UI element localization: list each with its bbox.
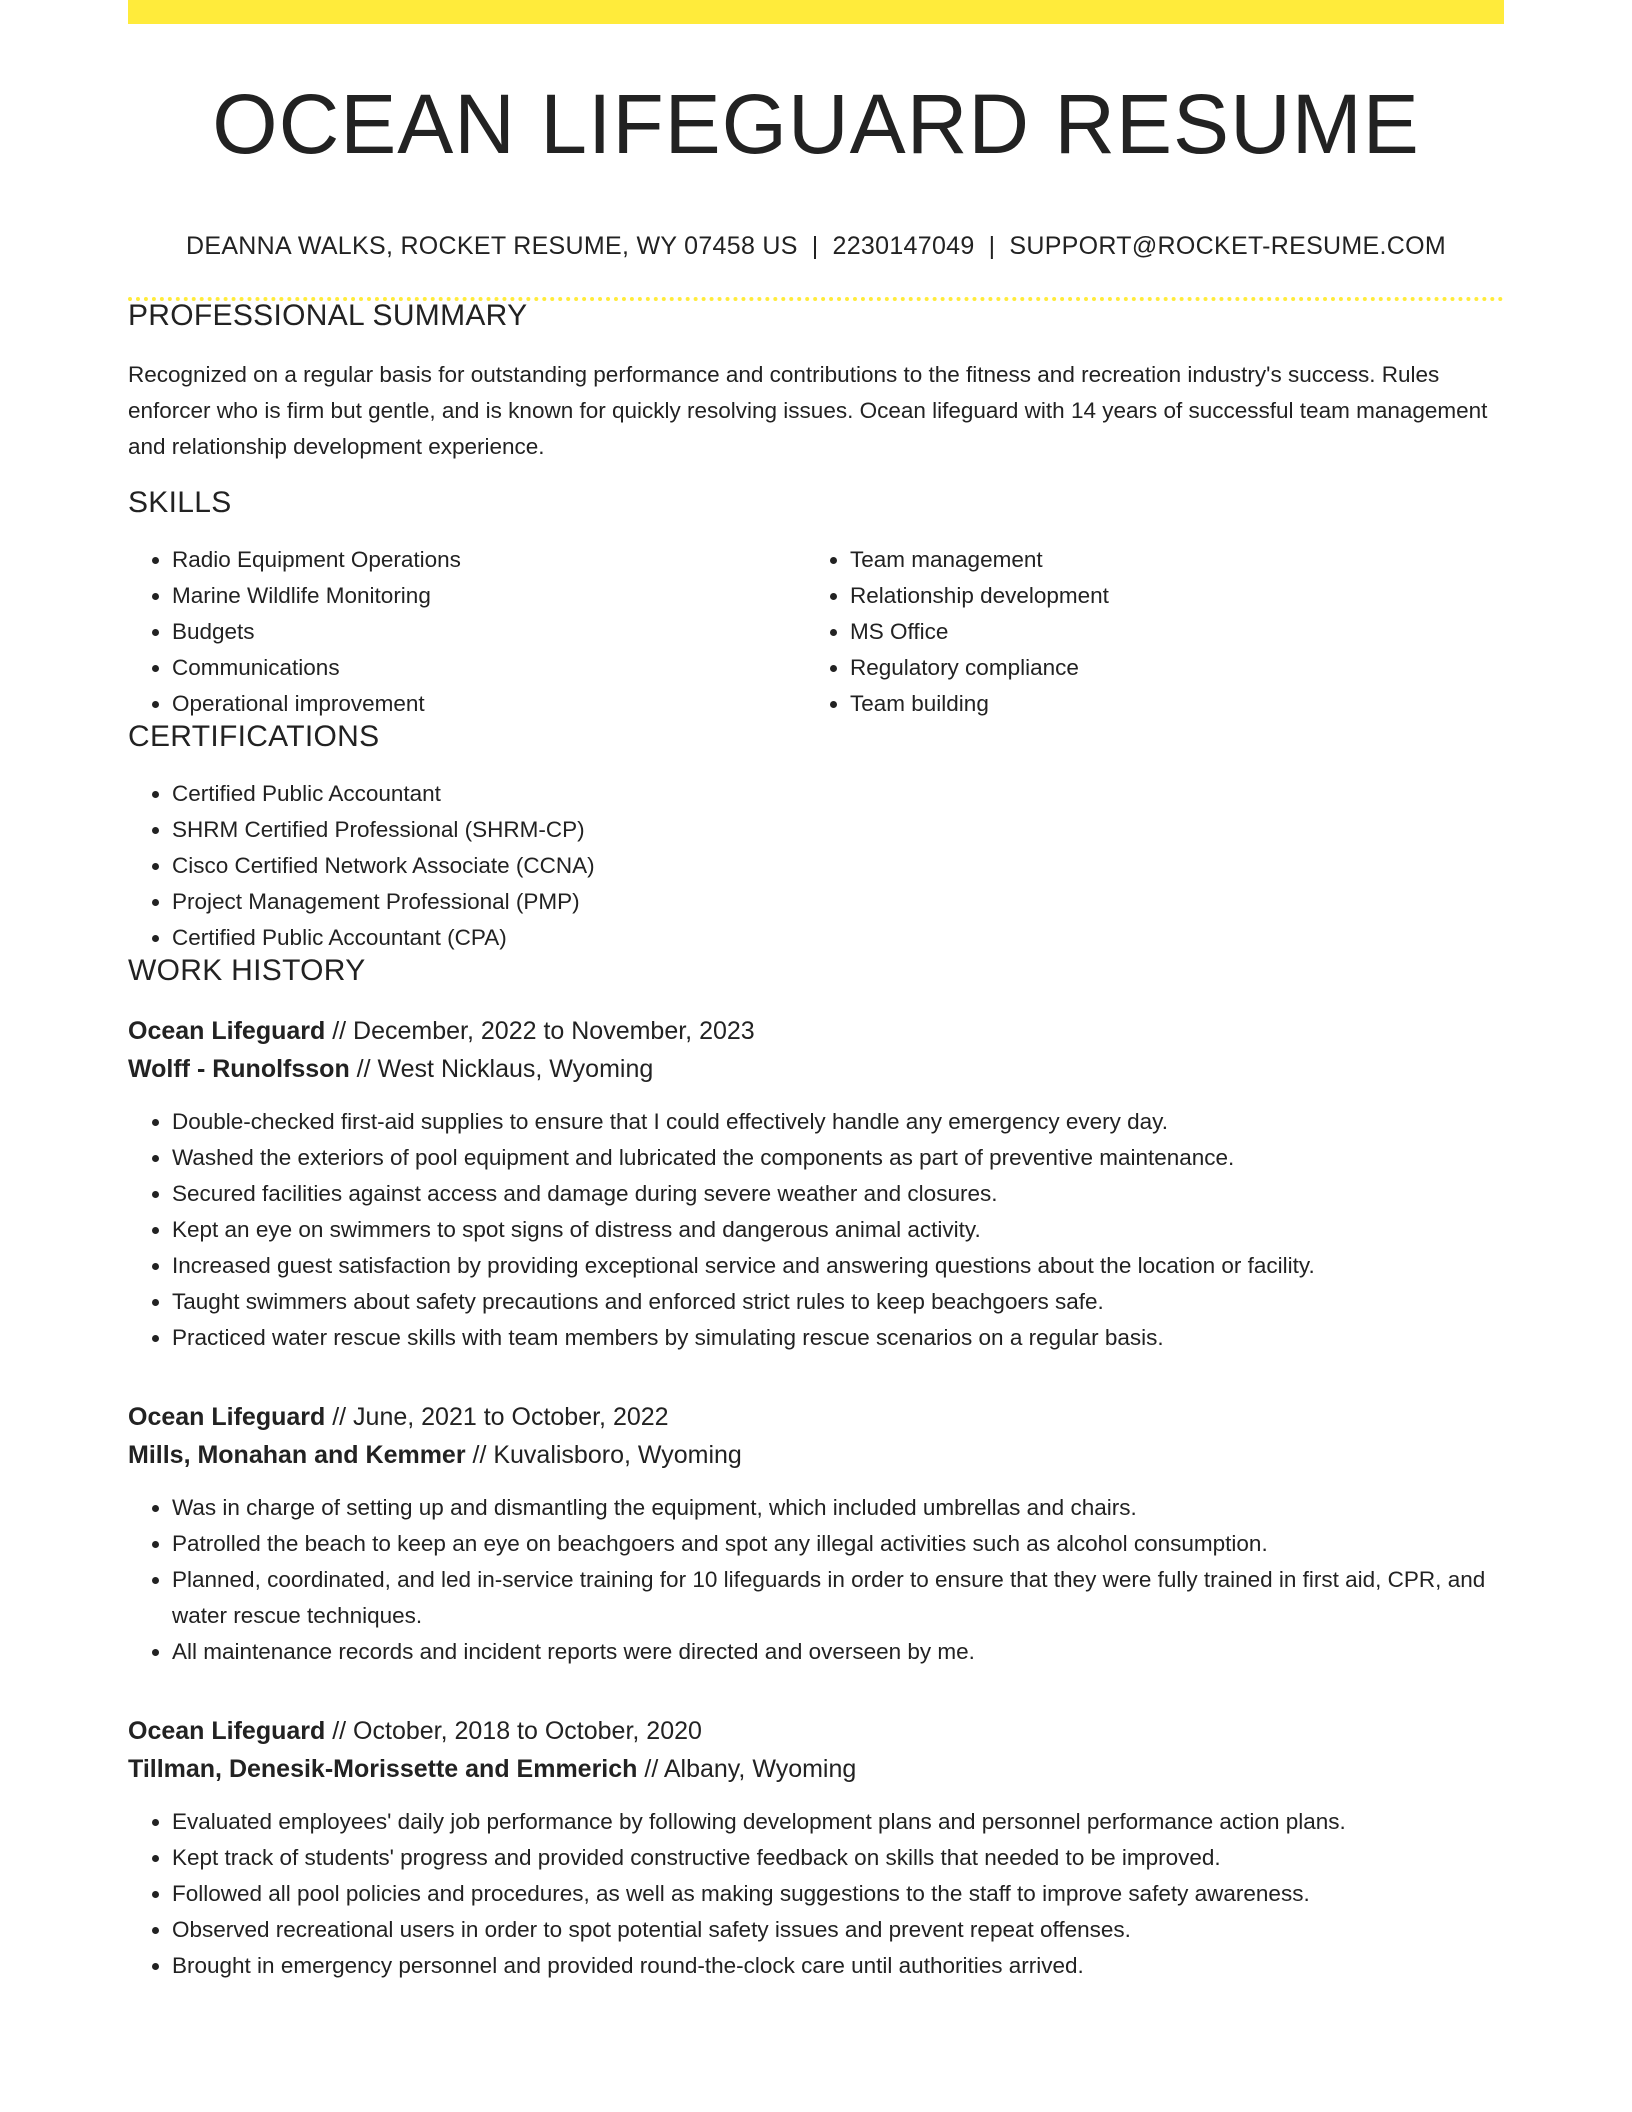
resume-page	[128, 0, 1504, 1984]
job-bullet: • Patrolled the beach to keep an eye on beachgoers and spot any illegal activities such as alcohol consumption.	[172, 1526, 1504, 1562]
summary-heading: PROFESSIONAL SUMMARY	[128, 299, 528, 332]
job-location: // West Nicklaus, Wyoming	[349, 1054, 654, 1083]
job-bullet-list	[128, 1490, 1504, 1670]
job-bullet: • Kept an eye on swimmers to spot signs of distress and dangerous animal activity.	[172, 1212, 1504, 1248]
certification-item: • SHRM Certified Professional (SHRM-CP)	[172, 812, 1504, 848]
skill-item: • Communications	[172, 650, 806, 686]
skills-list-left	[128, 542, 806, 722]
skills-columns	[128, 542, 1504, 722]
job-company-line	[128, 1436, 1504, 1474]
job-location: // Albany, Wyoming	[637, 1754, 857, 1783]
certifications-heading: CERTIFICATIONS	[128, 719, 380, 753]
job-title: Ocean Lifeguard	[128, 1716, 326, 1745]
job-bullet-list	[128, 1104, 1504, 1356]
job-title: Ocean Lifeguard	[128, 1016, 326, 1045]
skill-item: • Operational improvement	[172, 686, 806, 722]
contact-email: SUPPORT@ROCKET-RESUME.COM	[1009, 232, 1446, 260]
job-location: // Kuvalisboro, Wyoming	[465, 1440, 742, 1469]
job-company-line	[128, 1750, 1504, 1788]
job-bullet-list	[128, 1804, 1504, 1984]
certifications-list	[128, 776, 1504, 956]
contact-separator: |	[988, 232, 996, 260]
contact-phone: 2230147049	[832, 232, 975, 260]
certification-item: • Certified Public Accountant (CPA)	[172, 920, 1504, 956]
skill-item: • Team building	[850, 686, 1484, 722]
skill-item: • Regulatory compliance	[850, 650, 1484, 686]
skill-item: • Relationship development	[850, 578, 1484, 614]
job-company: Tillman, Denesik-Morissette and Emmerich	[128, 1754, 638, 1783]
skill-item: • Radio Equipment Operations	[172, 542, 806, 578]
contact-separator: |	[811, 232, 819, 260]
job-title-line	[128, 1398, 1504, 1436]
job-title-line	[128, 1712, 1504, 1750]
job-dates: // June, 2021 to October, 2022	[325, 1402, 669, 1431]
job-bullet: • Taught swimmers about safety precautions and enforced strict rules to keep beachgoers safe.	[172, 1284, 1504, 1320]
job-bullet: • Was in charge of setting up and dismantling the equipment, which included umbrellas and chairs.	[172, 1490, 1504, 1526]
job-company: Mills, Monahan and Kemmer	[128, 1440, 466, 1469]
job-dates: // December, 2022 to November, 2023	[325, 1016, 755, 1045]
work-history-heading: WORK HISTORY	[128, 953, 366, 987]
job-entry	[128, 1012, 1504, 1356]
accent-top-bar	[128, 0, 1504, 24]
summary-text: Recognized on a regular basis for outstanding performance and contributions to the fitness and recreation industry's success. Rules enforcer who is firm but gentle, and is known for quickly resolving issues. Ocean lifeguard with 14 years of successful team management and relationship development experience.	[128, 362, 1488, 459]
certification-item: • Project Management Professional (PMP)	[172, 884, 1504, 920]
certification-item: • Certified Public Accountant	[172, 776, 1504, 812]
job-dates: // October, 2018 to October, 2020	[325, 1716, 702, 1745]
job-bullet: • Secured facilities against access and damage during severe weather and closures.	[172, 1176, 1504, 1212]
job-bullet: • Practiced water rescue skills with team members by simulating rescue scenarios on a regular basis.	[172, 1320, 1504, 1356]
skills-list-right	[806, 542, 1484, 722]
job-bullet: • Observed recreational users in order to spot potential safety issues and prevent repeat offenses.	[172, 1912, 1504, 1948]
contact-address: DEANNA WALKS, ROCKET RESUME, WY 07458 US	[186, 232, 798, 260]
job-bullet: • Evaluated employees' daily job performance by following development plans and personnel performance action plans.	[172, 1804, 1504, 1840]
contact-line	[128, 234, 1504, 259]
job-bullet: • Kept track of students' progress and provided constructive feedback on skills that needed to be improved.	[172, 1840, 1504, 1876]
certification-item: • Cisco Certified Network Associate (CCNA)	[172, 848, 1504, 884]
job-bullet: • Brought in emergency personnel and provided round-the-clock care until authorities arrived.	[172, 1948, 1504, 1984]
job-title-line	[128, 1012, 1504, 1050]
resume-title: OCEAN LIFEGUARD RESUME	[212, 77, 1420, 171]
job-company: Wolff - Runolfsson	[128, 1054, 350, 1083]
skill-item: • Marine Wildlife Monitoring	[172, 578, 806, 614]
job-bullet: • Increased guest satisfaction by providing exceptional service and answering questions about the location or facility.	[172, 1248, 1504, 1284]
job-entry	[128, 1398, 1504, 1670]
job-bullet: • Followed all pool policies and procedures, as well as making suggestions to the staff to improve safety awareness.	[172, 1876, 1504, 1912]
skills-heading: SKILLS	[128, 485, 232, 519]
job-entry	[128, 1712, 1504, 1984]
skill-item: • Team management	[850, 542, 1484, 578]
job-title: Ocean Lifeguard	[128, 1402, 326, 1431]
job-company-line	[128, 1050, 1504, 1088]
skill-item: • MS Office	[850, 614, 1484, 650]
job-bullet: • All maintenance records and incident reports were directed and overseen by me.	[172, 1634, 1504, 1670]
job-bullet: • Double-checked first-aid supplies to ensure that I could effectively handle any emergency every day.	[172, 1104, 1504, 1140]
job-bullet: • Planned, coordinated, and led in-service training for 10 lifeguards in order to ensure that they were fully trained in first aid, CPR, and water rescue techniques.	[172, 1562, 1504, 1634]
job-bullet: • Washed the exteriors of pool equipment and lubricated the components as part of preventive maintenance.	[172, 1140, 1504, 1176]
skill-item: • Budgets	[172, 614, 806, 650]
